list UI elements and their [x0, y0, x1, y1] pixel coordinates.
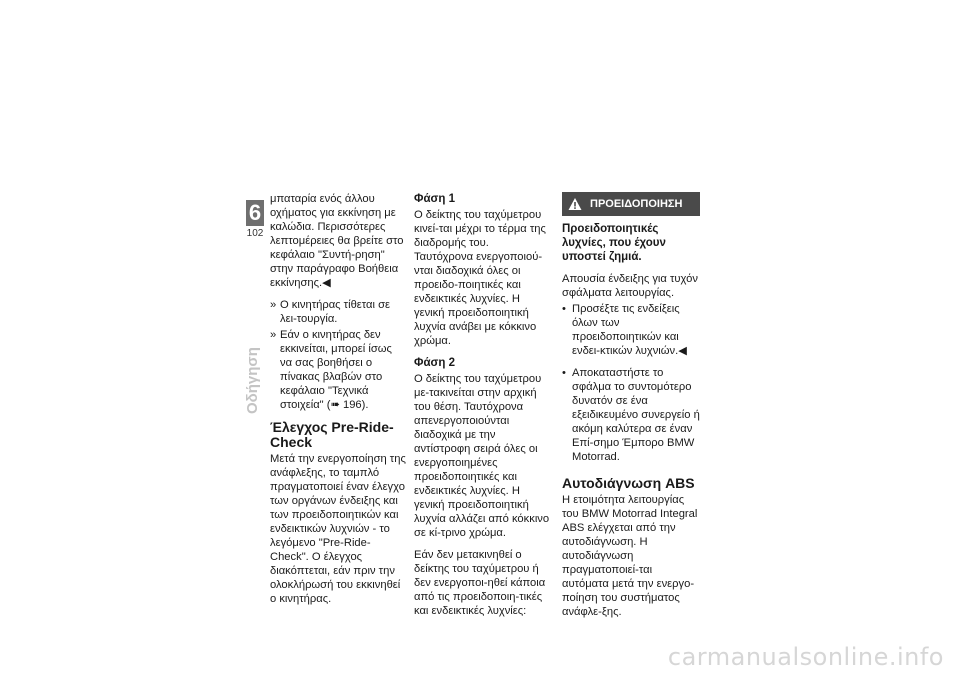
bullet-mark: »	[270, 299, 277, 311]
phase-2-body: Ο δείκτης του ταχύμετρου με-τακινείται στην αρχική του θέση. Ταυτόχρονα απενεργοποιούνται διαδοχικά με την αντίστροφη σειρά όλες οι ενεργοποιημένες προειδοποιητικές και ενδεικτικές λυχνίες. Η γενική προειδοποιητική λυχνία αλλάζει από κόκκινο σε κί-τρινο χρώμα.	[414, 373, 550, 539]
column-2	[414, 192, 550, 626]
list-item	[562, 366, 700, 464]
bullet-mark: »	[270, 329, 277, 341]
list-item-text: Προσέξτε τις ενδείξεις όλων των προειδοποιητικών και ενδει-κτικών λυχνιών.◀	[572, 303, 687, 357]
column-1	[270, 192, 406, 614]
body-paragraph: Μετά την ενεργοποίηση της ανάφλεξης, το ταμπλό πραγματοποιεί έναν έλεγχο των οργάνων ένδειξης και των προειδοποιητικών και ενδεικτικών λυχνιών - το λεγόμενο "Pre-Ride-Check". Ο έλεγχος διακόπτεται, εάν πριν την ολοκλήρωσή του εκκινηθεί ο κινητήρας.	[270, 453, 406, 605]
section-heading: Έλεγχος Pre-Ride-Check	[270, 419, 394, 450]
phase-1-body: Ο δείκτης του ταχύμετρου κινεί-ται μέχρι το τέρμα της διαδρομής του. Ταυτόχρονα ενεργοποιού-νται διαδοχικά όλες οι προειδο-ποιητικές και ενδεικτικές λυχνίες. Η γενική προειδοποιητική λυχνία ανάβει με κόκκινο χρώμα.	[414, 209, 546, 347]
warning-label: ΠΡΟΕΙΔΟΠΟΙΗΣΗ	[590, 198, 683, 210]
warning-title: Προειδοποιητικές λυχνίες, που έχουν υποστεί ζημιά.	[562, 223, 666, 263]
warning-body: Απουσία ένδειξης για τυχόν σφάλματα λειτουργίας.	[562, 273, 698, 299]
bullet-mark: •	[562, 367, 566, 379]
warning-banner	[562, 192, 700, 216]
phase-2-title: Φάση 2	[414, 357, 455, 369]
list-item	[562, 302, 700, 358]
list-item	[270, 298, 406, 326]
column-3	[562, 192, 700, 627]
section-heading: Αυτοδιάγνωση ABS	[562, 475, 695, 491]
body-paragraph: Η ετοιμότητα λειτουργίας του BMW Motorrad Integral ABS ελέγχεται από την αυτοδιάγνωση. Η αυτοδιάγνωση πραγματοποιεί-ται αυτόματα μετά την ενεργο-ποίηση του συστήματος ανάφλε-ξης.	[562, 494, 698, 618]
watermark: carmanualsonline.info	[667, 643, 944, 671]
list-item-text: Εάν ο κινητήρας δεν εκκινείται, μπορεί ίσως να σας βοηθήσει ο πίνακας βλαβών στο κεφάλαιο "Τεχνικά στοιχεία" (➠ 196).	[280, 329, 392, 411]
phase-1-title: Φάση 1	[414, 193, 455, 205]
warning-triangle-icon	[568, 197, 582, 211]
side-label-container	[238, 334, 264, 414]
page-number: 102	[246, 228, 264, 239]
list-item	[270, 328, 406, 412]
list-item-text: Ο κινητήρας τίθεται σε λει-τουργία.	[280, 299, 391, 325]
bullet-mark: •	[562, 303, 566, 315]
chapter-side-label: Οδήγηση	[244, 347, 261, 414]
closing-paragraph: Εάν δεν μετακινηθεί ο δείκτης του ταχύμετρου ή δεν ενεργοποι-ηθεί κάποια από τις προειδοποιη-τικές και ενδεικτικές λυχνίες:	[414, 549, 546, 617]
intro-paragraph: μπαταρία ενός άλλου οχήματος για εκκίνηση με καλώδια. Περισσότερες λεπτομέρειες θα βρείτε στο κεφάλαιο "Συντή-ρηση" στην παράγραφο Βοήθεια εκκίνησης.◀	[270, 193, 404, 289]
list-item-text: Αποκαταστήστε το σφάλμα το συντομότερο δυνατόν σε ένα εξειδικευμένο συνεργείο ή ακόμη καλύτερα σε έναν Επί-σημο Έμπορο BMW Motorrad.	[572, 367, 700, 463]
chapter-number: 6	[246, 200, 264, 226]
